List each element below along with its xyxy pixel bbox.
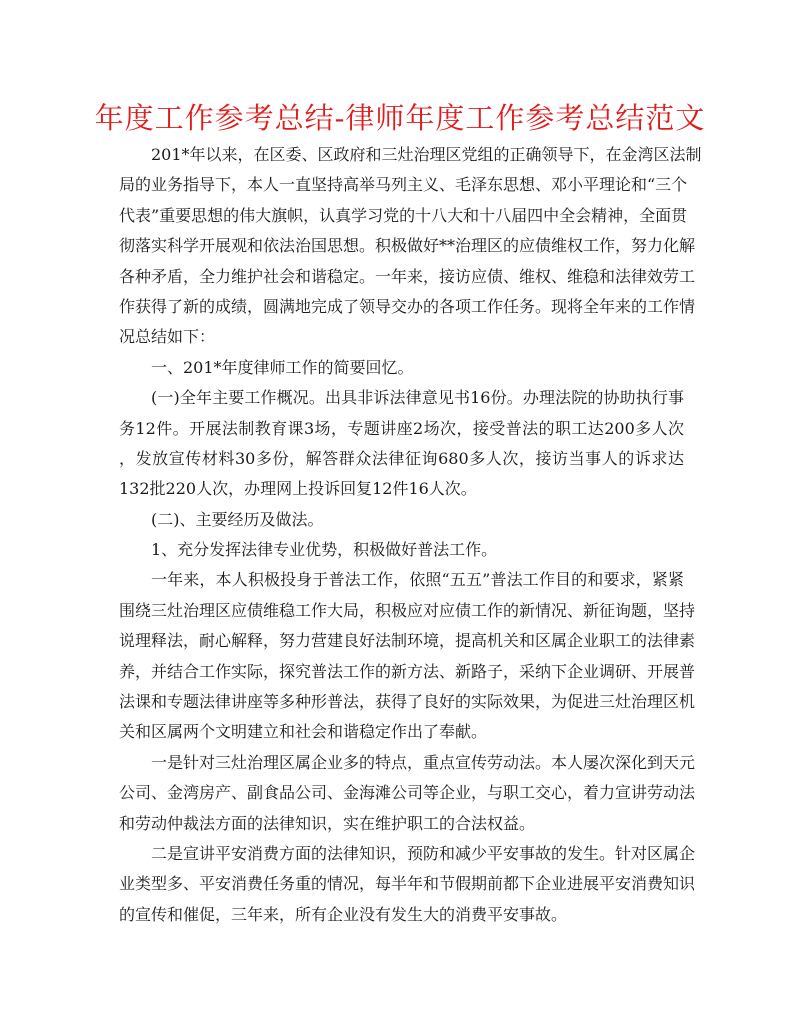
text-line: 201*年以来，在区委、区政府和三灶治理区党组的正确领导下，在金湾区法制 (151, 145, 702, 164)
text-line: 业类型多、平安消费任务重的情况，每半年和节假期前都下企业进展平安消费知识 (119, 874, 696, 894)
text-line: 关和区属两个文明建立和社会和谐稳定作出了奉献。 (119, 722, 488, 742)
text-line: 各种矛盾，全力维护社会和谐稳定。一年来，接访应债、维权、维稳和法律效劳工 (119, 266, 696, 286)
text-line: 一年来，本人积极投身于普法工作，依照“五五”普法工作目的和要求，紧紧 (151, 570, 684, 590)
text-line: 养，并结合工作实际，探究普法工作的新方法、新路子，采纳下企业调研、开展普 (119, 661, 696, 681)
section-heading: (二)、主要经历及做法。 (151, 509, 324, 529)
text-line: 一是针对三灶治理区属企业多的特点，重点宣传劳动法。本人屡次深化到天元 (151, 752, 696, 772)
text-line: 作获得了新的成绩，圆满地完成了领导交办的各项工作任务。现将全年来的工作情 (119, 296, 696, 316)
text-line: 局的业务指导下，本人一直坚持高举马列主义、毛泽东思想、邓小平理论和“三个 (119, 175, 688, 195)
text-line: 二是宣讲平安消费方面的法律知识，预防和减少平安事故的发生。针对区属企 (151, 843, 696, 863)
section-heading: 一、201*年度律师工作的简要回忆。 (151, 357, 414, 377)
section-heading: 1、充分发挥法律专业优势，积极做好普法工作。 (151, 540, 498, 560)
text-line: 况总结如下： (119, 327, 216, 347)
text-line: (一)全年主要工作概况。出具非诉法律意见书16份。办理法院的协助执行事 (151, 388, 684, 408)
text-line: 132批220人次，办理网上投诉回复12件16人次。 (119, 479, 477, 499)
document-body (119, 140, 702, 930)
text-line: 的宣传和催促，三年来，所有企业没有发生大的消费平安事故。 (119, 904, 568, 924)
text-line: 彻落实科学开展观和依法治国思想。积极做好**治理区的应债维权工作，努力化解 (119, 236, 696, 256)
text-line: 代表”重要思想的伟大旗帜，认真学习党的十八大和十八届四中全会精神，全面贯 (119, 205, 688, 225)
text-line: 公司、金湾房产、副食品公司、金海滩公司等企业，与职工交心，着力宣讲劳动法 (119, 783, 696, 803)
document-title: 年度工作参考总结-律师年度工作参考总结范文 (94, 101, 706, 135)
text-line: 务12件。开展法制教育课3场，专题讲座2场次，接受普法的职工达200多人次 (119, 418, 684, 438)
text-line: 围绕三灶治理区应债维稳工作大局，积极应对应债工作的新情况、新征询题，坚持 (119, 600, 696, 620)
text-line: ，发放宣传材料30多份，解答群众法律征询680多人次，接访当事人的诉求达 (119, 448, 684, 468)
text-line: 法课和专题法律讲座等多种形普法，获得了良好的实际效果，为促进三灶治理区机 (119, 692, 696, 712)
text-line: 说理释法，耐心解释，努力营建良好法制环境，提高机关和区属企业职工的法律素 (119, 631, 696, 651)
text-line: 和劳动仲裁法方面的法律知识，实在维护职工的合法权益。 (119, 813, 536, 833)
